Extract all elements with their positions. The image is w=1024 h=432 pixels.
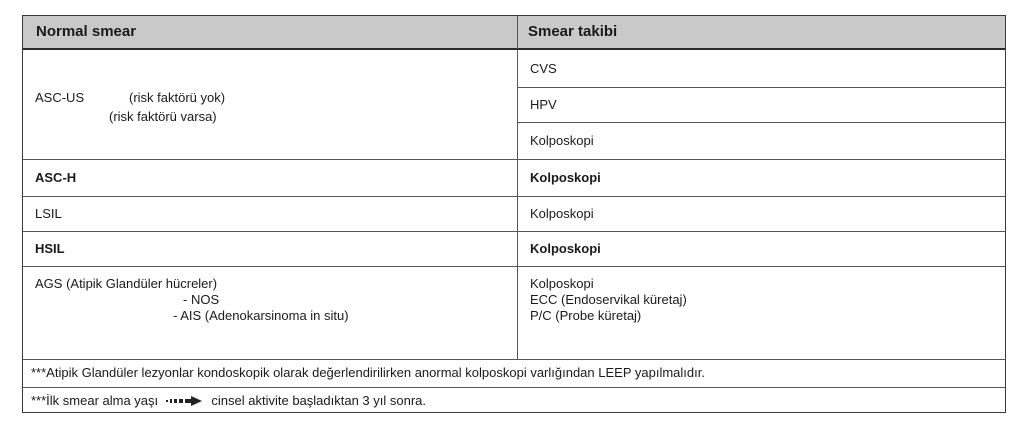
- ascus-followup-cvs: CVS: [530, 61, 557, 76]
- ascus-note-no-risk: (risk faktörü yok): [129, 90, 226, 105]
- header-smear-takibi: Smear takibi: [517, 16, 1005, 50]
- ags-followup-pc: P/C (Probe küretaj): [530, 308, 642, 323]
- row-divider: [23, 387, 1005, 388]
- row-divider: [23, 159, 1005, 160]
- ascus-title: ASC-US: [35, 90, 85, 105]
- header-normal-smear: Normal smear: [23, 16, 517, 50]
- ascus-followup-kolposkopi: Kolposkopi: [530, 133, 594, 148]
- asch-followup: Kolposkopi: [530, 170, 601, 185]
- footnote-leep: ***Atipik Glandüler lezyonlar kondoskopik olarak değerlendirilirken anormal kolposkopi varlığından LEEP yapılmalıdır.: [31, 365, 705, 380]
- footnote-first-smear-text: ***İlk smear alma yaşı: [31, 393, 159, 408]
- lsil-label: LSIL: [35, 206, 62, 221]
- hsil-followup: Kolposkopi: [530, 241, 601, 256]
- footnote-first-smear: [31, 393, 426, 410]
- row-divider: [23, 196, 1005, 197]
- ags-nos: - NOS: [183, 292, 220, 307]
- ags-followup-ecc: ECC (Endoservikal küretaj): [530, 292, 687, 307]
- ascus-note-risk: (risk faktörü varsa): [109, 109, 217, 124]
- row-divider: [23, 231, 1005, 232]
- lsil-followup: Kolposkopi: [530, 206, 594, 221]
- hsil-label: HSIL: [35, 241, 65, 256]
- footnote-first-smear-rest: cinsel aktivite başladıktan 3 yıl sonra.: [211, 393, 427, 408]
- column-divider: [517, 50, 518, 359]
- smear-table: [22, 15, 1006, 413]
- ascus-followup-hpv: HPV: [530, 97, 557, 112]
- row-divider: [23, 266, 1005, 267]
- row-divider: [23, 359, 1005, 360]
- ags-followup-kolposkopi: Kolposkopi: [530, 276, 594, 291]
- ags-title: AGS (Atipik Glandüler hücreler): [35, 276, 218, 291]
- asch-label: ASC-H: [35, 170, 77, 185]
- row-divider: [517, 87, 1005, 88]
- row-divider: [517, 122, 1005, 123]
- arrow-right-icon: [166, 394, 206, 410]
- ags-ais: - AIS (Adenokarsinoma in situ): [173, 308, 349, 323]
